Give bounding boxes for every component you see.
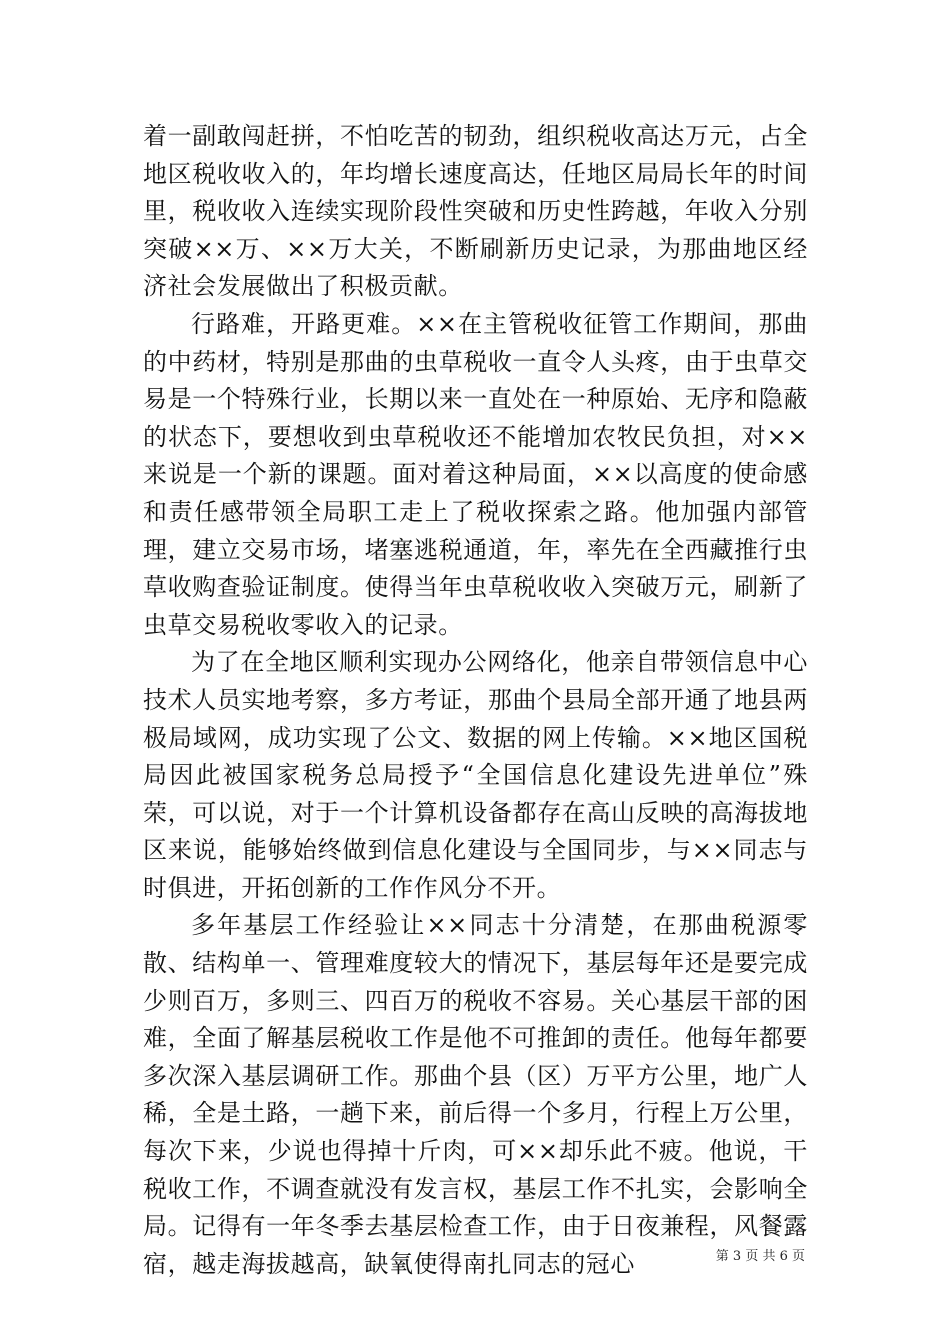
paragraph-3: 为了在全地区顺利实现办公网络化，他亲自带领信息中心技术人员实地考察，多方考证，那曲个县局全部开通了地县两极局域网，成功实现了公文、数据的网上传输。××地区国税局因此被国家税务总局授予“全国信息化建设先进单位”殊荣，可以说，对于一个计算机设备都存在高山反映的高海拔地区来说，能够始终做到信息化建设与全国同步，与××同志与时俱进，开拓创新的工作作风分不开。 [143, 648, 808, 902]
paragraph-1: 着一副敢闯赶拼，不怕吃苦的韧劲，组织税收高达万元，占全地区税收收入的，年均增长速度高达，任地区局局长年的时间里，税收收入连续实现阶段性突破和历史性跨越，年收入分别突破××万、××万大关，不断刷新历史记录，为那曲地区经济社会发展做出了积极贡献。 [143, 122, 808, 301]
paragraph-2: 行路难，开路更难。××在主管税收征管工作期间，那曲的中药材，特别是那曲的虫草税收一直令人头疼，由于虫草交易是一个特殊行业，长期以来一直处在一种原始、无序和隐蔽的状态下，要想收到虫草税收还不能增加农牧民负担，对××来说是一个新的课题。面对着这种局面，××以高度的使命感和责任感带领全局职工走上了税收探索之路。他加强内部管理，建立交易市场，堵塞逃税通道，年，率先在全西藏推行虫草收购查验证制度。使得当年虫草税收收入突破万元，刷新了虫草交易税收零收入的记录。 [143, 309, 808, 639]
paragraph-4: 多年基层工作经验让××同志十分清楚，在那曲税源零散、结构单一、管理难度较大的情况下，基层每年还是要完成少则百万，多则三、四百万的税收不容易。关心基层干部的困难，全面了解基层税收工作是他不可推卸的责任。他每年都要多次深入基层调研工作。那曲个县（区）万平方公里，地广人稀，全是土路，一趟下来，前后得一个多月，行程上万公里，每次下来，少说也得掉十斤肉，可××却乐此不疲。他说，干税收工作，不调查就没有发言权，基层工作不扎实，会影响全局。记得有一年冬季去基层检查工作，由于日夜兼程，风餐露宿，越走海拔越高，缺氧使得南扎同志的冠心 [143, 911, 808, 1278]
document-body [143, 118, 808, 1283]
page-number: 第 3 页 共 6 页 [715, 1249, 805, 1264]
